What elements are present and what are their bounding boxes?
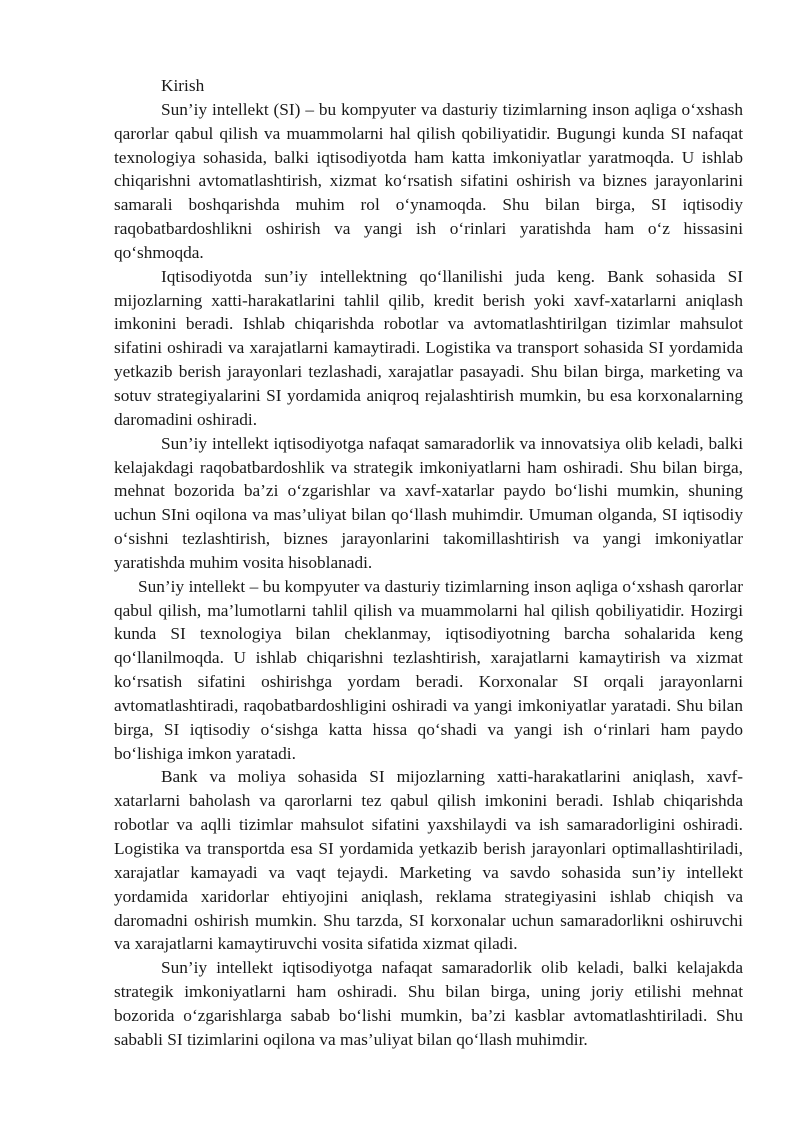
section-heading: Kirish — [161, 76, 205, 95]
document-page — [114, 74, 743, 1052]
paragraph-6: Sun’iy intellekt iqtisodiyotga nafaqat samaradorlik olib keladi, balki kelajakda strategik imkoniyatlarni ham oshiradi. Shu bilan birga, uning joriy etilishi mehnat bozorida o‘zgarishlarga sabab bo‘lishi mumkin, ba’zi kasblar avtomatlashtiriladi. Shu sababli SI tizimlarini oqilona va mas’uliyat bilan qo‘llash muhimdir. — [114, 958, 743, 1049]
paragraph-5: Bank va moliya sohasida SI mijozlarning xatti-harakatlarini aniqlash, xavf-xatarlarni baholash va qarorlarni tez qabul qilish imkonini beradi. Ishlab chiqarishda robotlar va aqlli tizimlar mahsulot sifatini yaxshilaydi va ish samaradorligini oshiradi. Logistika va transportda esa SI yordamida yetkazib berish jarayonlari optimallashtiriladi, xarajatlar kamayadi va vaqt tejaydi. Marketing va savdo sohasida sun’iy intellekt yordamida xaridorlar ehtiyojini aniqlash, reklama strategiyasini ishlab chiqish va daromadni oshirish mumkin. Shu tarzda, SI korxonalar uchun samaradorlikni oshiruvchi va xarajatlarni kamaytiruvchi vosita sifatida xizmat qiladi. — [114, 767, 743, 954]
paragraph-3: Sun’iy intellekt iqtisodiyotga nafaqat samaradorlik va innovatsiya olib keladi, balki kelajakdagi raqobatbardoshlik va strategik imkoniyatlarni ham oshiradi. Shu bilan birga, mehnat bozorida ba’zi o‘zgarishlar va xavf-xatarlar paydo bo‘lishi mumkin, shuning uchun SIni oqilona va mas’uliyat bilan qo‘llash muhimdir. Umuman olganda, SI iqtisodiy o‘sishni tezlashtirish, biznes jarayonlarini takomillashtirish va yangi imkoniyatlar yaratishda muhim vosita hisoblanadi. — [114, 433, 743, 572]
paragraph-2: Iqtisodiyotda sun’iy intellektning qo‘llanilishi juda keng. Bank sohasida SI mijozlarning xatti-harakatlarini tahlil qilib, kredit berish yoki xavf-xatarlarni aniqlash imkonini beradi. Ishlab chiqarishda robotlar va avtomatlashtirilgan tizimlar mahsulot sifatini oshiradi va xarajatlarni kamaytiradi. Logistika va transport sohasida SI yordamida yetkazib berish jarayonlari tezlashadi, xarajatlar pasayadi. Shu bilan birga, marketing va sotuv strategiyalarini SI yordamida aniqroq rejalashtirish mumkin, bu esa korxonalarning daromadini oshiradi. — [114, 266, 743, 429]
paragraph-4: Sun’iy intellekt – bu kompyuter va dasturiy tizimlarning inson aqliga o‘xshash qarorlar qabul qilish, ma’lumotlarni tahlil qilish va muammolarni hal qilish qobiliyatidir. Hozirgi kunda SI texnologiya bilan cheklanmay, iqtisodiyotning barcha sohalarida keng qo‘llanilmoqda. U ishlab chiqarishni tezlashtirish, xarajatlarni kamaytirish va xizmat ko‘rsatish sifatini oshirishga yordam beradi. Korxonalar SI orqali jarayonlarni avtomatlashtiradi, raqobatbardoshligini oshiradi va yangi imkoniyatlar yaratadi. Shu bilan birga, SI iqtisodiy o‘sishga katta hissa qo‘shadi va yangi ish o‘rinlari ham paydo bo‘lishiga imkon yaratadi. — [114, 576, 743, 763]
paragraph-1: Sun’iy intellekt (SI) – bu kompyuter va dasturiy tizimlarning inson aqliga o‘xshash qarorlar qabul qilish va muammolarni hal qilish qobiliyatidir. Bugungi kunda SI nafaqat texnologiya sohasida, balki iqtisodiyotda ham katta imkoniyatlar yaratmoqda. U ishlab chiqarishni avtomatlashtirish, xizmat ko‘rsatish sifatini oshirish va biznes jarayonlarini samarali boshqarishda muhim rol o‘ynamoqda. Shu bilan birga, SI iqtisodiy raqobatbardoshlikni oshirish va yangi ish o‘rinlari yaratishda ham o‘z hissasini qo‘shmoqda. — [114, 99, 743, 262]
